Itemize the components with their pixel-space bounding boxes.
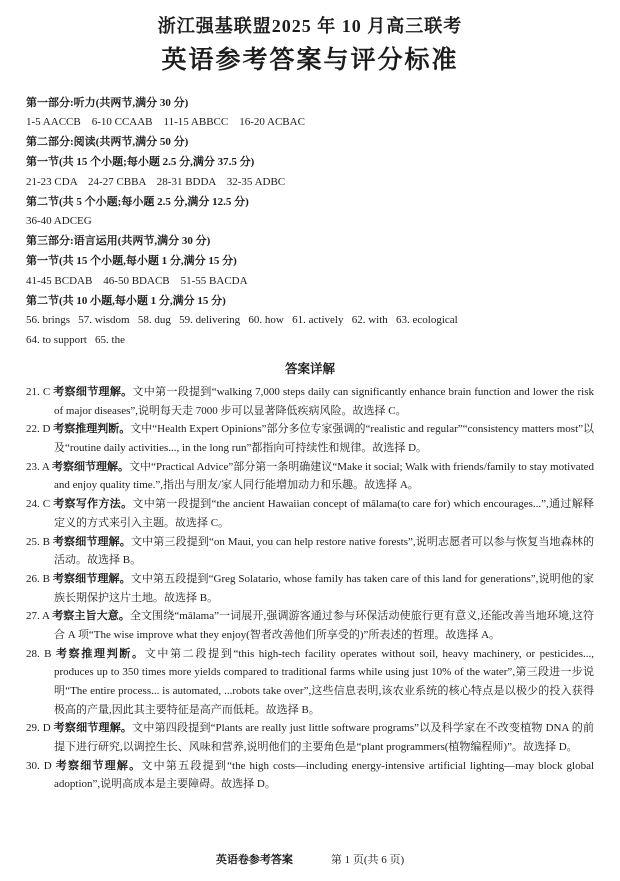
question-number: 26. B <box>26 572 50 585</box>
answers-title: 英语参考答案与评分标准 <box>161 47 459 75</box>
question-category: 考察细节理解。 <box>53 722 133 735</box>
footer-doc-name: 英语卷参考答案 <box>215 854 293 866</box>
explanation-text: 文中第二段提到“this high-tech facility operates without soil, heavy machinery, or pesticides..., produces up to 350 times more yields compared to traditional farms while using just 10% of the water”,第三段进一步说明“The entire process... is automated, ...robots take over”,这些信息表明,该农业系统的核心特点是以极少的投入获得极高的产量,因此其主要特征是高产而低耗。故选择 B。 <box>54 647 595 716</box>
explanation-item-24 <box>26 495 594 532</box>
question-number: 29. D <box>26 722 51 735</box>
explanation-item-28 <box>26 645 594 720</box>
key-line-listening-answers: 1-5 AACCB 6-10 CCAAB 11-15 ABBCC 16-20 ACBAC <box>26 116 305 129</box>
question-number: 22. D <box>26 423 51 436</box>
question-number: 21. C <box>26 386 51 399</box>
question-number: 23. A <box>26 460 50 473</box>
explanation-item-26 <box>26 570 594 607</box>
footer-page-number: 第 1 页(共 6 页) <box>330 854 405 866</box>
question-number: 28. B <box>26 647 52 660</box>
explanation-text: 文中“Practical Advice”部分第一条明确建议“Make it social; Walk with friends/family to stay motivated and enjoy quality time.”,指出与朋友/家人同行能增加动力和乐趣。故选择 A。 <box>54 460 595 492</box>
explanation-item-27 <box>26 607 594 644</box>
explanation-item-22 <box>26 420 594 457</box>
key-line-reading-section2-answers: 36-40 ADCEG <box>26 215 92 228</box>
key-line-part1-header: 第一部分:听力(共两节,满分 30 分) <box>26 96 189 109</box>
question-category: 考察细节理解。 <box>52 460 130 473</box>
question-number: 27. A <box>26 610 50 623</box>
explanation-text: 全文围绕“mālama”一词展开,强调游客通过参与环保活动使旅行更有意义,还能改善当地环境,这符合 A 项“The wise improve what they enjoy(智者改善他们所享受的)”所表述的哲理。故选择 A。 <box>54 610 595 641</box>
explanations-section <box>26 383 594 794</box>
key-line-reading-section1-header: 第一节(共 15 个小题;每小题 2.5 分,满分 37.5 分) <box>26 156 255 169</box>
explanation-text: 文中第一段提到“the ancient Hawaiian concept of mālama(to care for) which encourages...”,通过解释定义的方式来引入主题。故选择 C。 <box>54 498 595 529</box>
explanation-item-21 <box>26 383 594 420</box>
question-category: 考察细节理解。 <box>52 535 131 548</box>
key-line-language-section1-answers: 41-45 BCDAB 46-50 BDACB 51-55 BACDA <box>26 274 248 287</box>
key-line-reading-section2-header: 第二节(共 5 个小题;每小题 2.5 分,满分 12.5 分) <box>26 195 249 208</box>
answer-key-section <box>26 94 594 351</box>
explanation-text: 文中第五段提到“Greg Solatario, whose family has taken care of this land for generations”,说明他的家族长期保护这片土地。故选择 B。 <box>54 572 595 604</box>
exam-title: 浙江强基联盟2025 年 10 月高三联考 <box>157 16 463 36</box>
explanation-text: 文中第三段提到“on Maui, you can help restore native forests”,说明志愿者可以参与恢复当地森林的活动。故选择 B。 <box>54 535 595 567</box>
question-category: 考察细节理解。 <box>53 386 133 399</box>
key-line-part2-header: 第二部分:阅读(共两节,满分 50 分) <box>26 136 189 149</box>
explanation-text: 文中第一段提到“walking 7,000 steps daily can significantly enhance brain function and lower the risk of major diseases”,说明每天走 7000 步可以显著降低疾病风险。故选择 C。 <box>54 386 594 417</box>
question-category: 考察细节理解。 <box>55 759 142 772</box>
explanation-item-25 <box>26 533 594 570</box>
explanation-text: 文中第四段提到“Plants are really just little software programs”以及科学家在不改变植物 DNA 的前提下进行研究,以调控生长、风味和营养,说明他们的主要角色是“plant programmers(植物编程师)”。故选择 D。 <box>54 722 595 754</box>
explanation-text: 文中“Health Expert Opinions”部分多位专家强调的“realistic and regular”“consistency matters most”以及“routine daily activities..., in the long run”都指向可持续性和规律。故选择 D。 <box>54 423 595 455</box>
key-line-reading-section1-answers: 21-23 CDA 24-27 CBBA 28-31 BDDA 32-35 ADBC <box>26 175 286 188</box>
page-footer <box>0 851 620 867</box>
question-category: 考察细节理解。 <box>52 572 131 585</box>
explanation-item-23 <box>26 458 594 495</box>
question-category: 考察主旨大意。 <box>52 610 130 623</box>
question-number: 30. D <box>26 759 52 772</box>
key-line-language-section2-answers-2: 64. to support 65. the <box>26 334 125 347</box>
explanation-item-30 <box>26 757 594 794</box>
key-line-part3-header: 第三部分:语言运用(共两节,满分 30 分) <box>26 235 211 248</box>
question-category: 考察推理判断。 <box>53 423 131 436</box>
key-line-language-section2-answers-1: 56. brings 57. wisdom 58. dug 59. delivering 60. how 61. actively 62. with 63. ecological <box>26 314 458 327</box>
key-line-language-section2-header: 第二节(共 10 小题,每小题 1 分,满分 15 分) <box>26 294 226 307</box>
detail-section-title: 答案详解 <box>284 362 335 377</box>
question-number: 24. C <box>26 498 51 511</box>
explanation-text: 文中第五段提到“the high costs—including energy-intensive artificial lighting—may block global adoption”,说明高成本是主要障碍。故选择 D。 <box>54 759 595 791</box>
explanation-item-29 <box>26 719 594 756</box>
key-line-language-section1-header: 第一节(共 15 个小题,每小题 1 分,满分 15 分) <box>26 255 237 268</box>
question-number: 25. B <box>26 535 50 548</box>
question-category: 考察推理判断。 <box>55 647 145 660</box>
question-category: 考察写作方法。 <box>53 498 133 511</box>
